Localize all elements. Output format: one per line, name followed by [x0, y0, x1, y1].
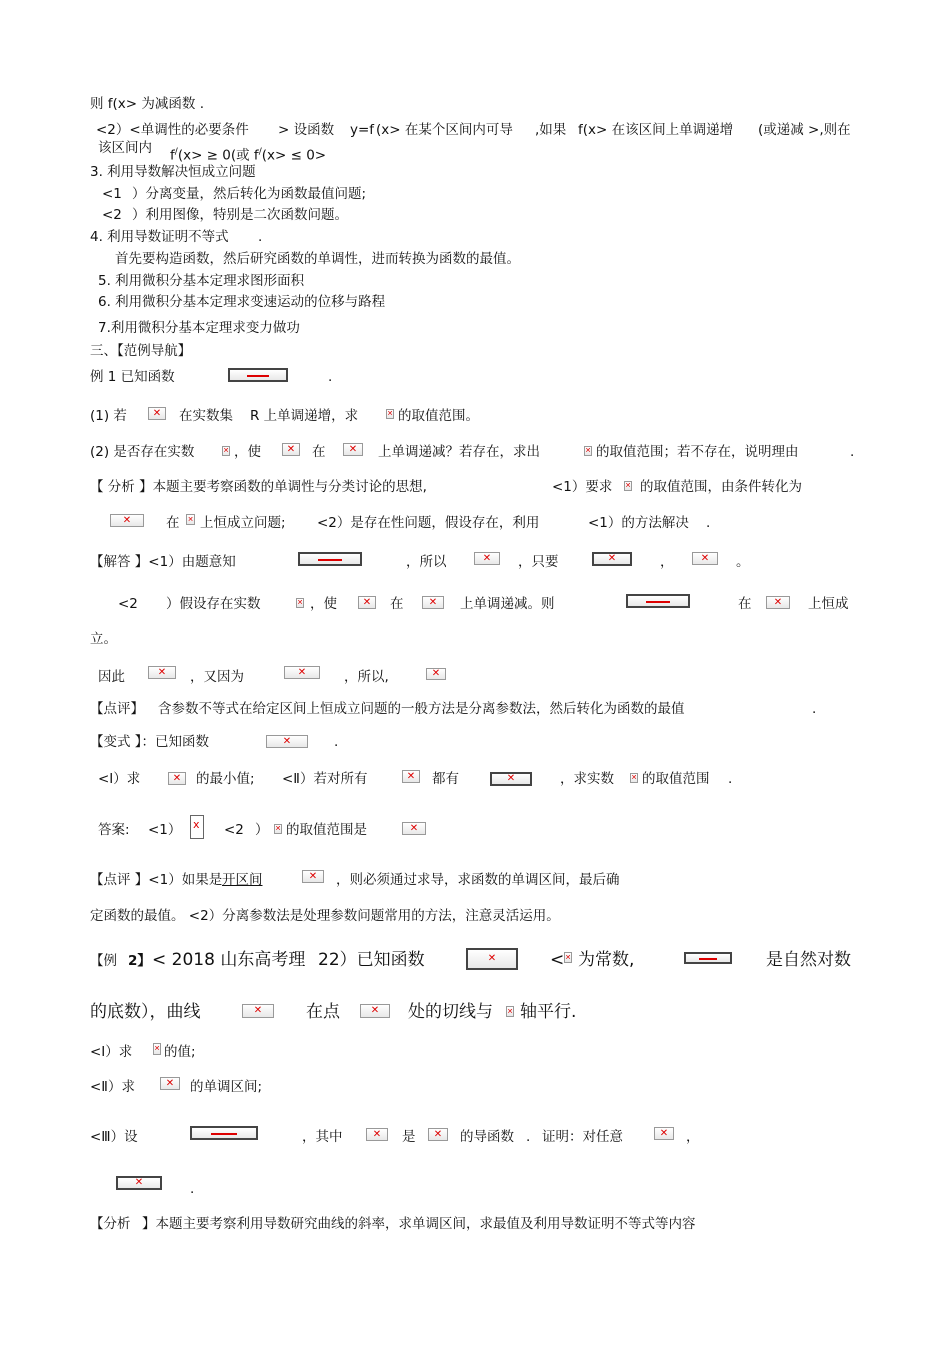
text: 【例 — [90, 953, 117, 969]
text: ） — [255, 822, 269, 838]
text: ，求实数 — [560, 771, 614, 787]
formula-image — [692, 552, 718, 565]
text-line — [170, 143, 326, 165]
text: f(x> 在该区间上单调递增 — [578, 122, 734, 138]
text: 的取值范围；若不存在，说明理由 — [596, 444, 799, 460]
text: 例 1 已知函数 — [90, 369, 175, 385]
text: . — [258, 229, 263, 245]
text: <Ⅰ）求 — [98, 771, 141, 787]
text: <2）是存在性问题，假设存在，利用 — [317, 515, 540, 531]
text-line — [90, 95, 204, 113]
text: ，所以 — [406, 554, 447, 570]
text: . — [850, 444, 855, 460]
text: 在 — [312, 444, 326, 460]
text: ，只要 — [518, 554, 559, 570]
formula-image — [186, 514, 195, 525]
text: (2) 是否存在实数 — [90, 444, 195, 460]
text: 轴平行. — [520, 1002, 577, 1022]
formula-image — [222, 446, 230, 456]
formula-image — [474, 552, 500, 565]
text: 则 f(x> 为减函数 . — [90, 96, 204, 112]
text: 【 分析 】本题主要考察函数的单调性与分类讨论的思想, — [90, 479, 427, 495]
formula-image — [153, 1043, 161, 1055]
formula-image — [386, 409, 394, 419]
text: . — [706, 515, 711, 531]
heading: 3. 利用导数解决恒成立问题 — [90, 164, 256, 180]
text: 的取值范围 — [642, 771, 710, 787]
text: < 2018 山东高考理 — [152, 950, 306, 970]
text: ，使 — [234, 444, 261, 460]
text: 【变式 】：已知函数 — [90, 734, 210, 750]
text: 该区间内 — [98, 140, 152, 156]
text: 的值; — [164, 1044, 196, 1060]
text: . — [334, 734, 339, 750]
text: / — [258, 147, 262, 157]
text-line — [96, 121, 249, 139]
text: (x> 在某个区间内可导 — [376, 122, 513, 138]
formula-image — [626, 594, 690, 608]
formula-image — [282, 443, 300, 456]
text: ， — [660, 554, 674, 570]
text: 的单调区间; — [190, 1079, 263, 1095]
text: ，又因为 — [190, 669, 244, 685]
text: 开区间 — [222, 872, 263, 888]
text: . — [190, 1181, 195, 1197]
text: ）分离变量，然后转化为函数最值问题; — [132, 186, 367, 202]
text: . — [728, 771, 733, 787]
text: <Ⅲ）设 — [90, 1129, 138, 1145]
formula-image — [266, 735, 308, 748]
text: 22）已知函数 — [318, 950, 425, 970]
formula-image — [654, 1127, 674, 1140]
text: <1）的方法解决 — [588, 515, 689, 531]
text: <Ⅱ）求 — [90, 1079, 135, 1095]
text: 上恒成 — [808, 596, 849, 612]
text: > 设函数 — [278, 122, 335, 138]
heading: 6. 利用微积分基本定理求变速运动的位移与路程 — [98, 294, 386, 310]
formula-image — [242, 1004, 274, 1018]
formula-image — [190, 1126, 258, 1140]
formula-image — [630, 773, 638, 783]
text: 2】 — [128, 953, 151, 969]
text: < — [550, 950, 565, 970]
formula-image — [302, 870, 324, 883]
formula-image — [228, 368, 288, 382]
text: (x> ≥ 0(或 f — [177, 147, 259, 164]
formula-image — [160, 1077, 180, 1090]
formula-image — [402, 770, 420, 783]
text: <2 — [224, 822, 244, 838]
text: 的最小值; — [196, 771, 255, 787]
formula-image — [168, 772, 186, 785]
text: 含参数不等式在给定区间上恒成立问题的一般方法是分离参数法，然后转化为函数的最值 — [158, 701, 685, 717]
text: 答案: — [98, 822, 130, 838]
text: <1 — [102, 186, 122, 202]
formula-image — [506, 1006, 514, 1017]
formula-image — [684, 952, 732, 964]
text: 【点评】 — [90, 701, 144, 717]
text: R 上单调递增，求 — [250, 408, 359, 424]
text: 在 — [390, 596, 404, 612]
text: 在实数集 — [179, 408, 233, 424]
formula-image — [592, 552, 632, 566]
formula-image — [624, 481, 632, 491]
text: . — [526, 1129, 531, 1145]
formula-image — [110, 514, 144, 527]
text: . — [328, 369, 333, 385]
text: 的导函数 — [460, 1129, 514, 1145]
formula-image — [360, 1004, 390, 1018]
formula-image — [343, 443, 363, 456]
text: 因此 — [98, 669, 125, 685]
text: / — [174, 147, 178, 157]
text: <1）要求 — [552, 479, 613, 495]
formula-image — [284, 666, 320, 679]
text: 首先要构造函数，然后研究函数的单调性，进而转换为函数的最值。 — [115, 251, 520, 267]
text: 【分析 — [90, 1216, 131, 1232]
text: <2）<单调性的必要条件 — [96, 122, 249, 138]
text: 证明：对任意 — [542, 1129, 623, 1145]
text: <2 — [118, 596, 138, 612]
text: 为常数, — [578, 950, 635, 970]
text: 定函数的最值。 <2）分离参数法是处理参数问题常用的方法，注意灵活运用。 — [90, 908, 560, 924]
formula-image — [274, 824, 282, 834]
formula-image — [190, 815, 204, 839]
text: 的取值范围。 — [398, 408, 479, 424]
text: 立。 — [90, 631, 117, 647]
formula-image — [584, 446, 592, 456]
formula-image — [366, 1128, 388, 1141]
formula-image — [466, 948, 518, 970]
text: <Ⅰ）求 — [90, 1044, 133, 1060]
text: <Ⅱ）若对所有 — [282, 771, 368, 787]
heading: 7.利用微积分基本定理求变力做功 — [98, 320, 300, 336]
formula-image — [564, 952, 572, 963]
formula-image — [298, 552, 362, 566]
text: 上恒成立问题; — [200, 515, 286, 531]
formula-image — [358, 596, 376, 609]
text: ，使 — [310, 596, 337, 612]
text: ）利用图像，特别是二次函数问题。 — [132, 207, 348, 223]
text: 是 — [402, 1129, 416, 1145]
formula-image — [422, 596, 444, 609]
formula-image — [148, 407, 166, 420]
text: f — [170, 147, 175, 164]
text: (或递减 >,则在 — [758, 122, 851, 138]
formula-image — [426, 668, 446, 680]
text: . — [812, 701, 817, 717]
text: 的底数），曲线 — [90, 1002, 201, 1022]
formula-image — [428, 1128, 448, 1141]
text: ,如果 — [535, 122, 567, 138]
heading: 4. 利用导数证明不等式 — [90, 229, 229, 245]
formula-image — [402, 822, 426, 835]
section-heading: 三、【范例导航】 — [90, 343, 192, 359]
text: (1) 若 — [90, 408, 127, 424]
text: 是自然对数 — [766, 950, 851, 970]
text: y=f — [350, 122, 375, 138]
text: 在 — [738, 596, 752, 612]
text: 上单调递减？若存在，求出 — [378, 444, 540, 460]
formula-image — [766, 596, 790, 609]
text: 的取值范围是 — [286, 822, 367, 838]
text: 在 — [166, 515, 180, 531]
text: ，则必须通过求导，求函数的单调区间，最后确 — [336, 872, 620, 888]
text: 都有 — [432, 771, 459, 787]
text: (x> ≤ 0> — [261, 147, 327, 164]
formula-image — [296, 598, 304, 608]
text: 【解答 】<1）由题意知 — [90, 554, 236, 570]
text: <2 — [102, 207, 122, 223]
text: 】本题主要考察利用导数研究曲线的斜率，求单调区间，求最值及利用导数证明不等式等内容 — [142, 1216, 696, 1232]
formula-image — [490, 772, 532, 786]
text: ， — [686, 1129, 700, 1145]
formula-image — [148, 666, 176, 679]
formula-image — [116, 1176, 162, 1190]
text: ，所以, — [344, 669, 389, 685]
text: 处的切线与 — [408, 1002, 493, 1022]
text: 。 — [736, 554, 750, 570]
heading: 5. 利用微积分基本定理求图形面积 — [98, 273, 305, 289]
text: ，其中 — [302, 1129, 343, 1145]
text: <1） — [148, 822, 182, 838]
text: 【点评 】<1）如果是 — [90, 872, 223, 888]
text: 的取值范围，由条件转化为 — [640, 479, 802, 495]
text: 上单调递减。则 — [460, 596, 555, 612]
text: 在点 — [306, 1002, 340, 1022]
text: ）假设存在实数 — [166, 596, 261, 612]
